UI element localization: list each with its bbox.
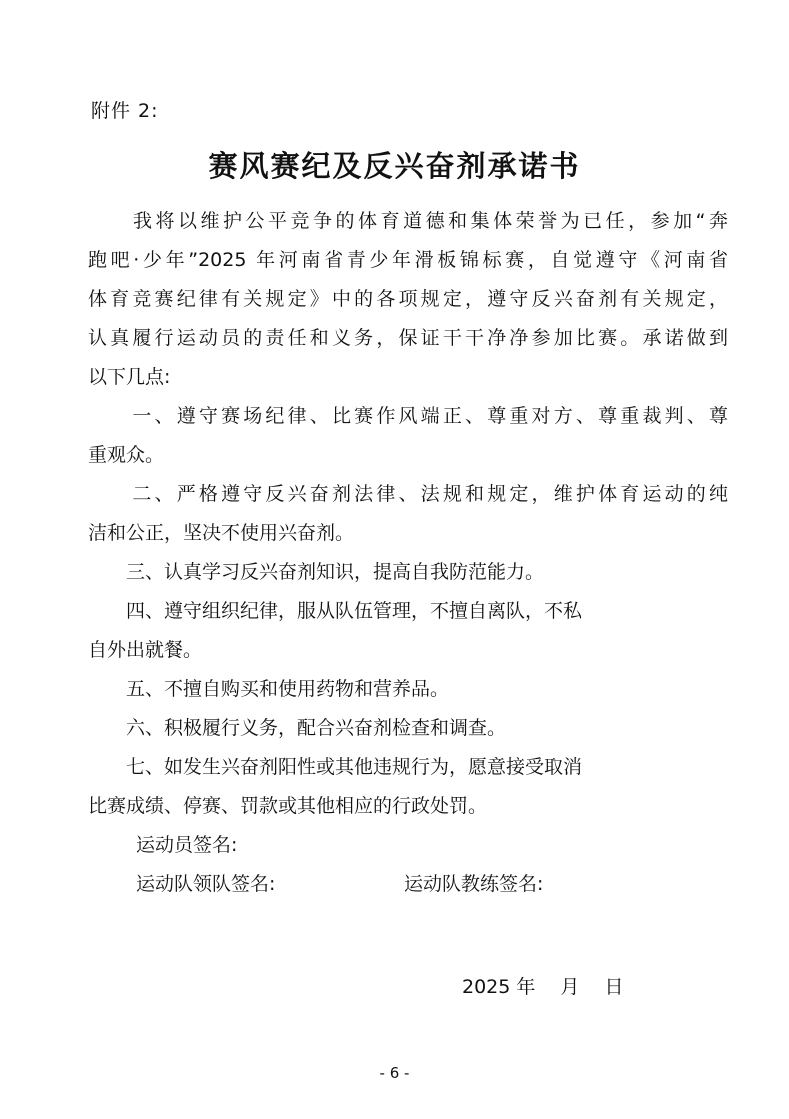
body-line: 我将以维护公平竞争的体育道德和集体荣誉为已任，参加“奔 [88, 210, 728, 232]
pledge-item-5: 五、不擅自购买和使用药物和营养品。 [88, 678, 450, 700]
pledge-item-1-line: 重观众。 [88, 444, 165, 466]
body-line: 认真履行运动员的责任和义务，保证干干净净参加比赛。承诺做到 [88, 327, 728, 349]
date-line: 2025 年 月 日 [462, 976, 624, 998]
pledge-item-2-line: 二、严格遵守反兴奋剂法律、法规和规定，维护体育运动的纯 [88, 483, 728, 505]
pledge-item-7-line: 七、如发生兴奋剂阳性或其他违规行为，愿意接受取消 [88, 756, 583, 778]
body-line: 跑吧·少年”2025 年河南省青少年滑板锦标赛，自觉遵守《河南省 [88, 249, 728, 271]
page-number: - 6 - [379, 1064, 410, 1082]
pledge-item-6: 六、积极履行义务，配合兴奋剂检查和调查。 [88, 717, 507, 739]
athlete-signature-label: 运动员签名: [136, 834, 238, 856]
pledge-item-4-line: 四、遵守组织纪律，服从队伍管理，不擅自离队，不私 [88, 600, 583, 622]
body-line: 以下几点: [88, 366, 171, 388]
pledge-item-4-line: 自外出就餐。 [88, 639, 203, 661]
pledge-item-1-line: 一、遵守赛场纪律、比赛作风端正、尊重对方、尊重裁判、尊 [88, 405, 728, 427]
pledge-item-7-line: 比赛成绩、停赛、罚款或其他相应的行政处罚。 [88, 795, 488, 817]
attachment-label: 附件 2: [91, 100, 159, 122]
pledge-item-2-line: 洁和公正，坚决不使用兴奋剂。 [88, 522, 355, 544]
body-line: 体育竞赛纪律有关规定》中的各项规定，遵守反兴奋剂有关规定， [88, 288, 728, 310]
team-leader-signature-label: 运动队领队签名: [136, 873, 276, 895]
pledge-item-3: 三、认真学习反兴奋剂知识，提高自我防范能力。 [88, 561, 545, 583]
coach-signature-label: 运动队教练签名: [404, 873, 544, 895]
document-title: 赛风赛纪及反兴奋剂承诺书 [208, 149, 581, 183]
